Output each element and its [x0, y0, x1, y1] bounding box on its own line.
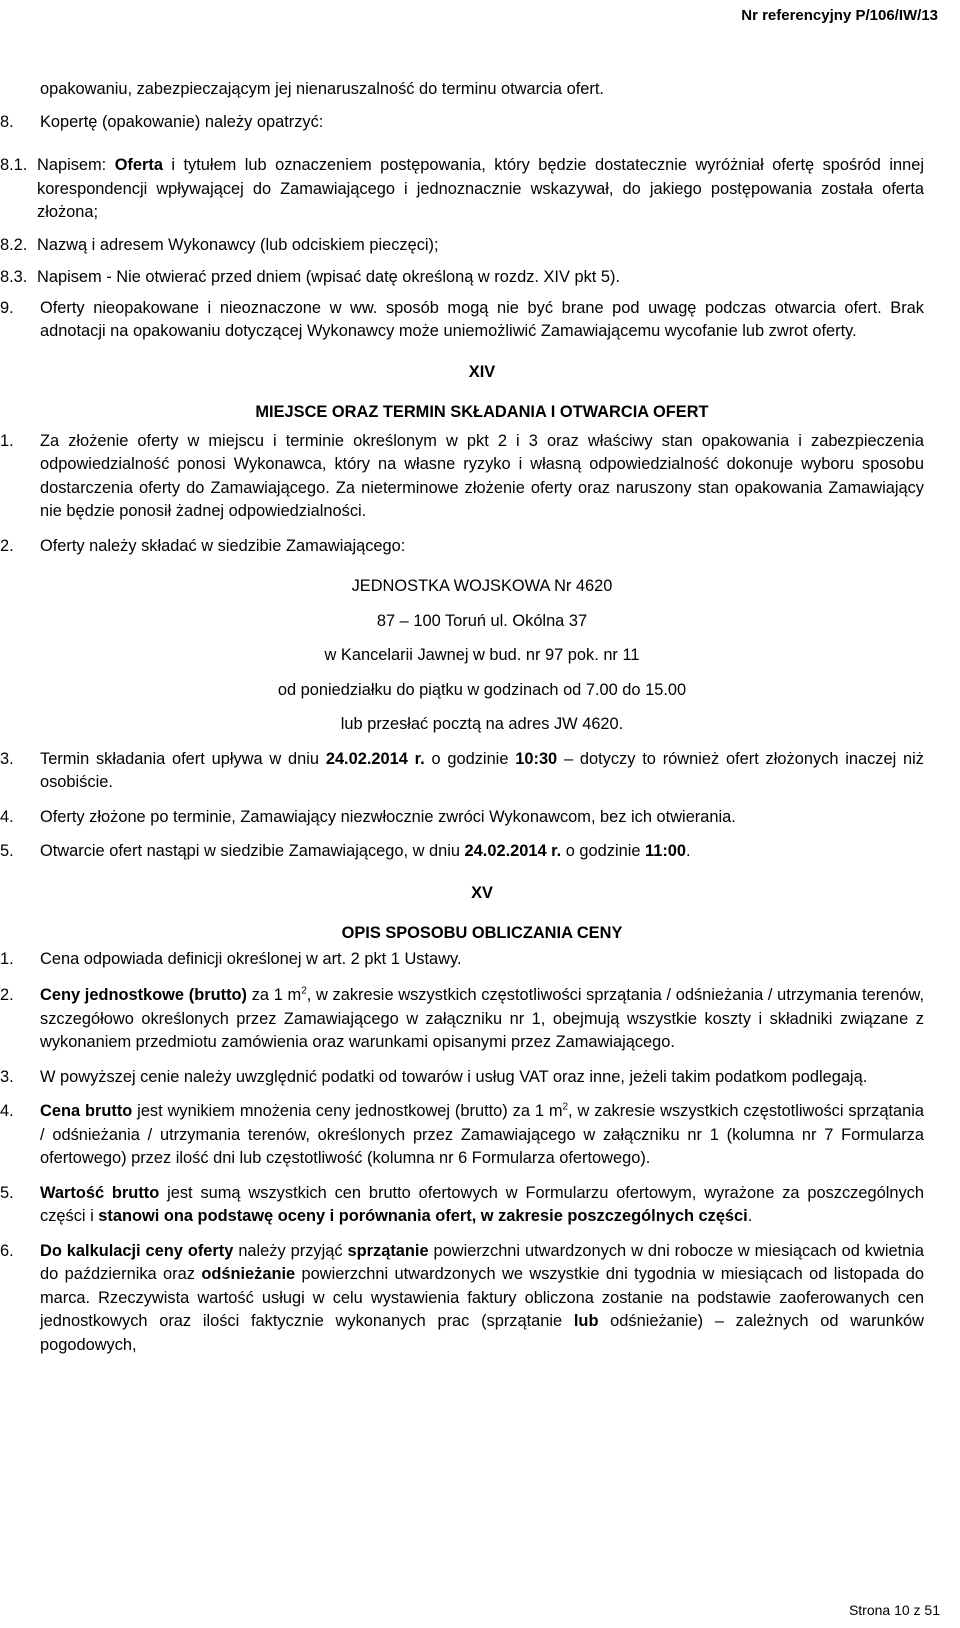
section-xiv-number: XIV: [468, 362, 496, 381]
address-line-3: w Kancelarii Jawnej w bud. nr 97 pok. nr 11: [324, 646, 640, 664]
s15-item-3: 3. W powyższej cenie należy uwzględnić podatki od towarów i usług VAT oraz inne, jeżeli takim podatkom podlegają.: [0, 1067, 868, 1086]
reference-number: Nr referencyjny P/106/IW/13: [741, 7, 938, 24]
s14-item-4: 4. Oferty złożone po terminie, Zamawiający niezwłocznie zwróci Wykonawcom, bez ich otwierania.: [0, 807, 736, 826]
continuation-line: opakowaniu, zabezpieczającym jej nienaruszalność do terminu otwarcia ofert.: [40, 80, 604, 98]
list-item-8-1: 8.1. Napisem: Oferta i tytułem lub oznaczeniem postępowania, który będzie dostatecznie wyróżniał ofertę spośród innej korespondencji wpływającej do Zamawiającego i jednoznacznie wskazywał, do jakiego postępowania została oferta złożona;: [0, 156, 924, 221]
s15-item-1: 1. Cena odpowiada definicji określonej w art. 2 pkt 1 Ustawy.: [0, 949, 462, 968]
address-line-1: JEDNOSTKA WOJSKOWA Nr 4620: [351, 577, 613, 595]
section-xiv-title: MIEJSCE ORAZ TERMIN SKŁADANIA I OTWARCIA OFERT: [255, 403, 709, 421]
list-item-8-2: 8.2. Nazwą i adresem Wykonawcy (lub odciskiem pieczęci);: [0, 235, 439, 254]
list-item-9: 9. Oferty nieopakowane i nieoznaczone w ww. sposób mogą nie być brane pod uwagę podczas otwarcia ofert. Brak adnotacji na opakowaniu dotyczącej Wykonawcy może uniemożliwić Zamawiającemu wycofanie lub zwrot oferty.: [0, 298, 924, 340]
s15-item-4: 4. Cena brutto jest wynikiem mnożenia ceny jednostkowej (brutto) za 1 $m^2$, w zakresie wszystkich częstotliwości sprzątania / odśnieżania / utrzymania terenów, określonych przez Zamawiającego w załączniku nr 1 (kolumna nr 7 Formularza ofertowego) przez ilość dni lub częstotliwość (kolumna nr 6 Formularza ofertowego).: [0, 1101, 925, 1167]
address-line-2: 87 – 100 Toruń ul. Okólna 37: [376, 611, 588, 630]
s14-item-3: 3. Termin składania ofert upływa w dniu 24.02.2014 r. o godzinie 10:30 – dotyczy to również ofert złożonych inaczej niż osobiście.: [0, 749, 924, 791]
list-item-8: 8. Kopertę (opakowanie) należy opatrzyć:: [0, 112, 324, 131]
page-number: Strona 10 z 51: [848, 1602, 940, 1618]
s14-item-1: 1. Za złożenie oferty w miejscu i terminie określonym w pkt 2 i 3 oraz właściwy stan opakowania i zabezpieczenia odpowiedzialność ponosi Wykonawca, który na własne ryzyko i własną odpowiedzialność dokonuje wyboru sposobu dostarczenia oferty do Zamawiającego. Za nieterminowe złożenie oferty oraz naruszony stan opakowania Zamawiający nie będzie ponosił żadnej odpowiedzialności.: [0, 431, 924, 520]
s14-item-5: 5. Otwarcie ofert nastąpi w siedzibie Zamawiającego, w dniu 24.02.2014 r. o godzinie 11:00.: [0, 842, 691, 860]
document-body: [0, 78, 925, 1357]
section-xv-number: XV: [471, 883, 493, 902]
s14-item-2: 2. Oferty należy składać w siedzibie Zamawiającego:: [0, 536, 406, 555]
s15-item-6: 6. Do kalkulacji ceny oferty należy przyjąć sprzątanie powierzchni utwardzonych w dni robocze w miesiącach od kwietnia do października oraz odśnieżanie powierzchni utwardzonych we wszystkie dni tygodnia w miesiącach od listopada do marca. Rzeczywista wartość usługi w celu wystawienia faktury obliczona zostanie na podstawie zaoferowanych cen jednostkowych oraz ilości faktycznie wykonanych prac (sprzątanie lub odśnieżanie) – zależnych od warunków pogodowych,: [0, 1241, 924, 1354]
address-line-4: od poniedziałku do piątku w godzinach od 7.00 do 15.00: [277, 680, 687, 699]
s15-item-5: 5. Wartość brutto jest sumą wszystkich cen brutto ofertowych w Formularzu ofertowym, wyrażone za poszczególnych części i stanowi ona podstawę oceny i porównania ofert, w zakresie poszczególnych części.: [0, 1183, 924, 1225]
list-item-8-3: 8.3. Napisem - Nie otwierać przed dniem (wpisać datę określoną w rozdz. XIV pkt 5).: [0, 268, 621, 286]
s15-item-2: 2. Ceny jednostkowe (brutto) za 1 $m^2$, w zakresie wszystkich częstotliwości sprzątania / odśnieżania / utrzymania terenów, szczegółowo określonych przez Zamawiającego w załączniku nr 1, obejmują wszystkie koszty i składniki związane z wykonaniem przedmiotu zamówienia oraz warunkami opisanymi przez Zamawiającego.: [0, 985, 924, 1051]
section-xv-title: OPIS SPOSOBU OBLICZANIA CENY: [341, 924, 623, 942]
address-line-5: lub przesłać pocztą na adres JW 4620.: [340, 715, 624, 733]
